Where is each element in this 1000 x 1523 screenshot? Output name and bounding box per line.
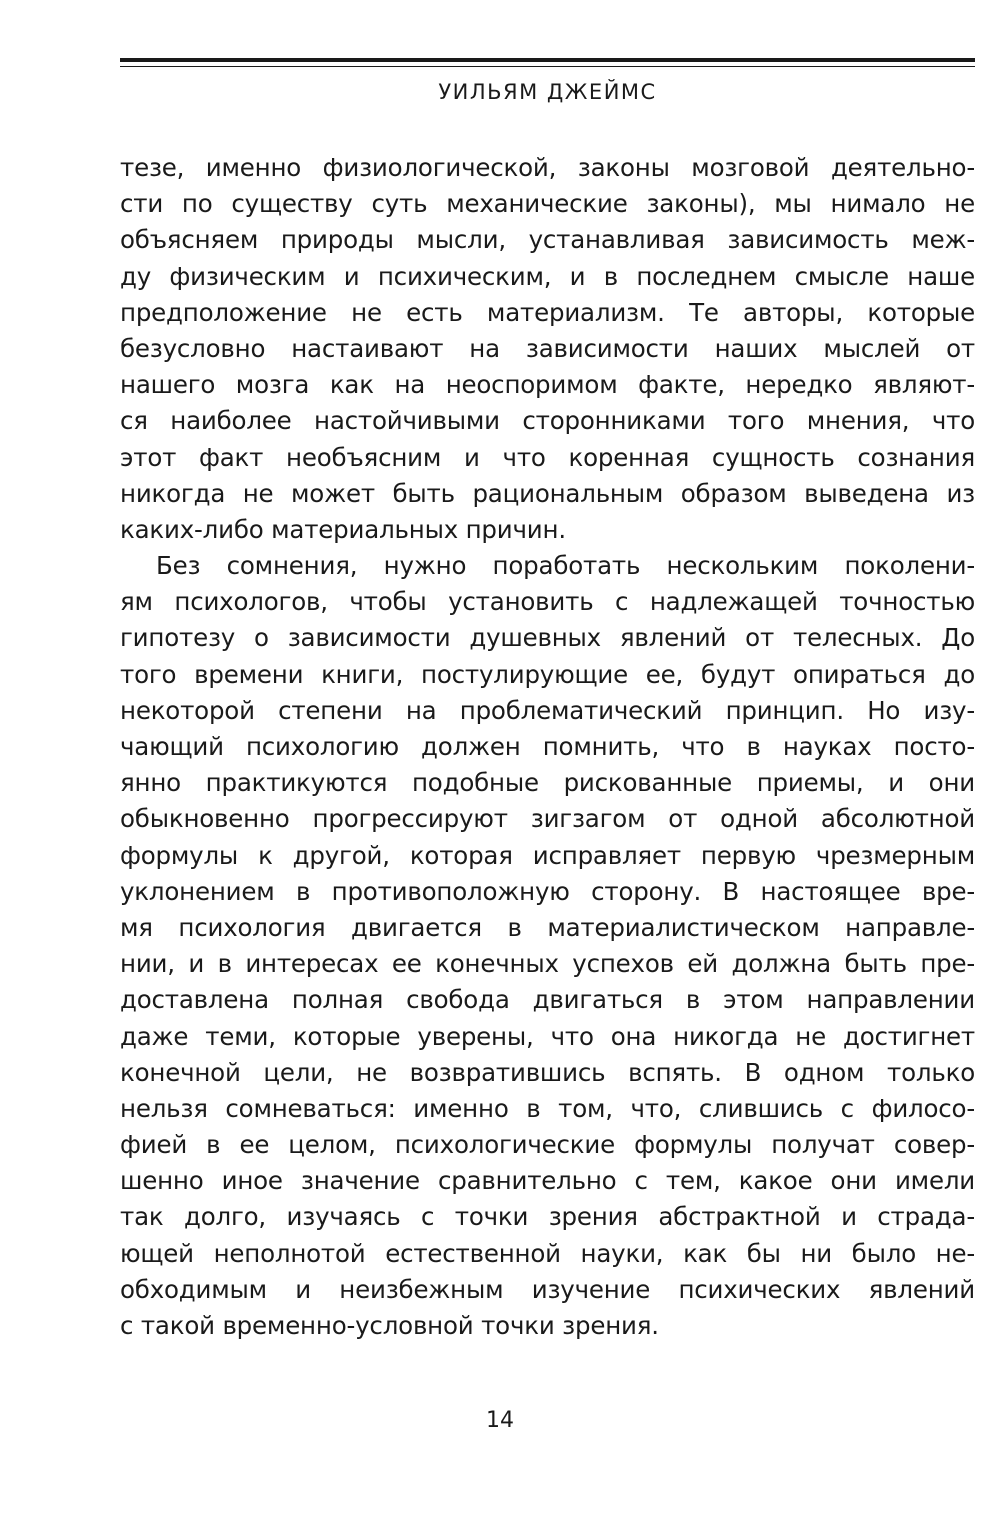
- text-line: нельзя сомневаться: именно в том, что, слившись с филосо-: [120, 1093, 975, 1123]
- text-line: мя психология двигается в материалистическом направле-: [120, 912, 975, 942]
- text-line: ющей неполнотой естественной науки, как бы ни было не-: [120, 1238, 975, 1268]
- text-line: шенно иное значение сравнительно с тем, какое они имели: [120, 1166, 975, 1196]
- running-title: УИЛЬЯМ ДЖЕЙМС: [438, 80, 657, 104]
- text-line: объясняем природы мысли, устанавливая зависимость меж-: [120, 225, 975, 255]
- text-line: обыкновенно прогрессируют зигзагом от одной абсолютной: [120, 804, 975, 834]
- text-line: нии, и в интересах ее конечных успехов ей должна быть пре-: [120, 949, 975, 979]
- text-line: некоторой степени на проблематический принцип. Но изу-: [120, 695, 975, 725]
- text-line: ду физическим и психическим, и в последнем смысле наше: [120, 261, 975, 291]
- text-line: формулы к другой, которая исправляет первую чрезмерным: [120, 840, 975, 870]
- body-text: [120, 150, 975, 1344]
- text-line: доставлена полная свобода двигаться в этом направлении: [120, 985, 975, 1015]
- text-line: фией в ее целом, психологические формулы получат совер-: [120, 1130, 975, 1160]
- text-line: ям психологов, чтобы установить с надлежащей точностью: [120, 587, 975, 617]
- text-line: тезе, именно физиологической, законы мозговой деятельно-: [120, 153, 975, 182]
- text-line: янно практикуются подобные рискованные приемы, и они: [120, 768, 975, 798]
- text-line: ся наиболее настойчивыми сторонниками того мнения, что: [120, 406, 975, 436]
- text-line: даже теми, которые уверены, что она никогда не достигнет: [120, 1021, 975, 1051]
- text-line: гипотезу о зависимости душевных явлений от телесных. До: [120, 623, 975, 653]
- page-number: 14: [486, 1408, 514, 1433]
- text-line: обходимым и неизбежным изучение психических явлений: [120, 1274, 975, 1304]
- text-line: никогда не может быть рациональным образом выведена из: [120, 478, 975, 508]
- text-line: уклонением в противоположную сторону. В настоящее вре-: [120, 876, 975, 906]
- text-line: чающий психологию должен помнить, что в науках посто-: [120, 732, 975, 761]
- text-line: нашего мозга как на неоспоримом факте, нередко являют-: [120, 370, 975, 400]
- text-line: каких-либо материальных причин.: [120, 514, 566, 544]
- text-line: того времени книги, постулирующие ее, будут опираться до: [120, 659, 975, 689]
- text-line: безусловно настаивают на зависимости наших мыслей от: [120, 333, 975, 363]
- text-line: с такой временно-условной точки зрения.: [120, 1311, 659, 1340]
- text-line: так долго, изучаясь с точки зрения абстрактной и страда-: [120, 1202, 975, 1232]
- text-line: этот факт необъясним и что коренная сущность сознания: [120, 442, 975, 472]
- header-rule-thick: [120, 58, 975, 62]
- text-line: предположение не есть материализм. Те авторы, которые: [120, 297, 975, 327]
- header-rule-thin: [120, 66, 975, 67]
- text-line: Без сомнения, нужно поработать нескольким поколени-: [156, 551, 975, 581]
- text-line: сти по существу суть механические законы), мы нимало не: [120, 189, 975, 219]
- text-line: конечной цели, не возвратившись вспять. В одном только: [120, 1057, 975, 1087]
